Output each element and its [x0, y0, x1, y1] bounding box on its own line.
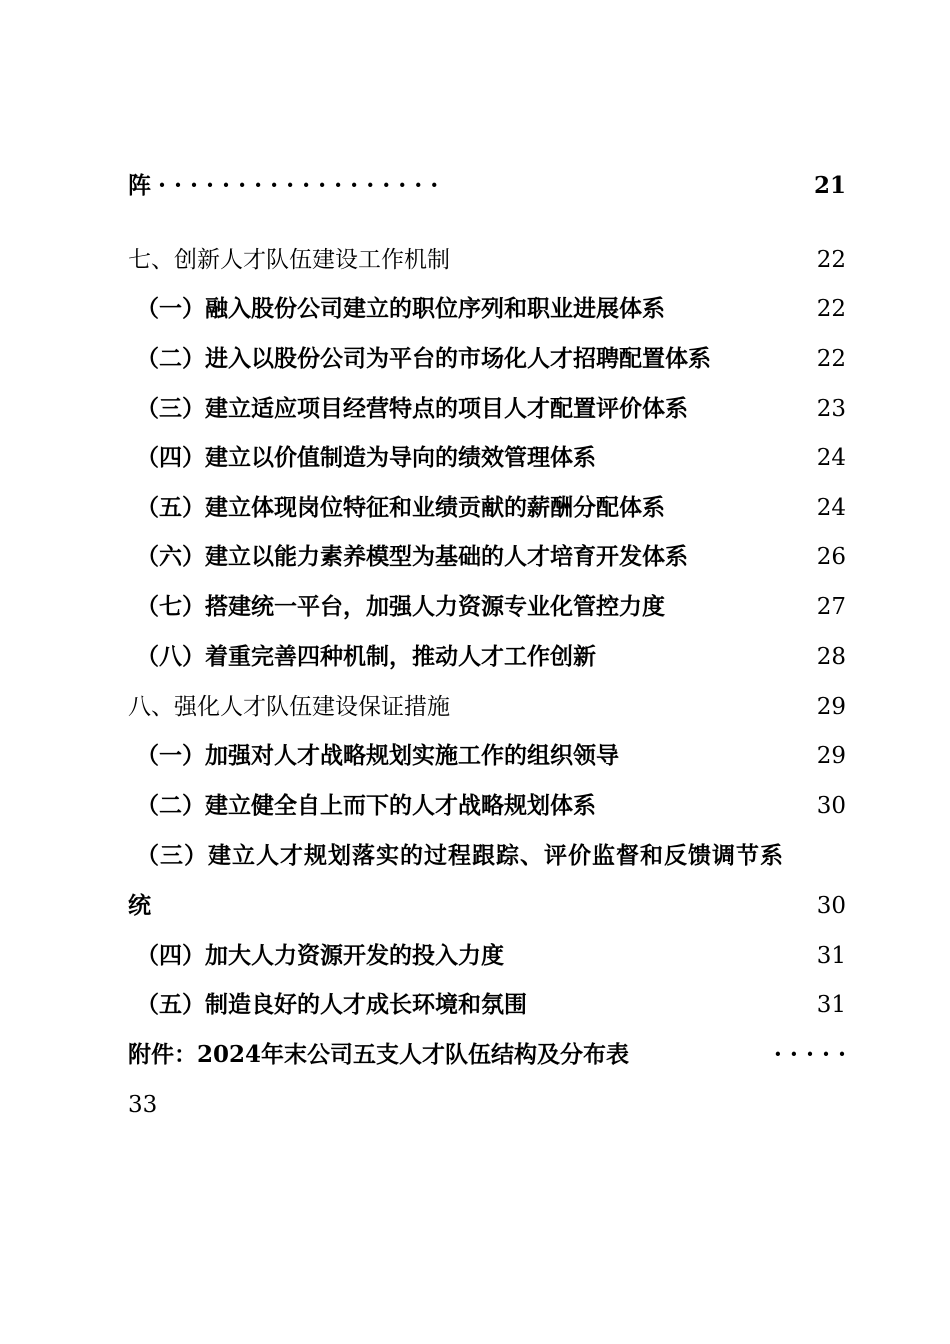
- toc-section-8[interactable]: [128, 687, 846, 727]
- toc-entry[interactable]: [128, 836, 846, 876]
- toc-entry[interactable]: [128, 537, 846, 577]
- toc-entry[interactable]: [128, 736, 846, 776]
- toc-appendix[interactable]: [128, 1035, 846, 1075]
- toc-section-title: 八、强化人才队伍建设保证措施: [128, 694, 450, 720]
- toc-entry-title: 统: [128, 892, 151, 919]
- toc-page-number: 33: [128, 1092, 158, 1118]
- toc-continuation[interactable]: [128, 166, 846, 206]
- toc-entry[interactable]: [128, 637, 846, 677]
- toc-page-number: 30: [816, 893, 846, 919]
- toc-entry-title: （二）建立健全自上而下的人才战略规划体系: [136, 792, 596, 819]
- toc-entry[interactable]: [128, 339, 846, 379]
- toc-page-number: 22: [816, 247, 846, 273]
- toc-entry-title: （三）建立人才规划落实的过程跟踪、评价监督和反馈调节系: [136, 842, 784, 869]
- toc-page-number: 31: [816, 943, 846, 969]
- toc-page-number: 26: [816, 544, 846, 570]
- toc-page-number: 24: [816, 445, 846, 471]
- toc-section-title: 七、创新人才队伍建设工作机制: [128, 247, 450, 273]
- toc-page-number: 28: [816, 644, 846, 670]
- toc-leader-dots: · · · · · · · · · · · · · · · · · ·: [158, 172, 439, 199]
- toc-entry-title: （二）进入以股份公司为平台的市场化人才招聘配置体系: [136, 345, 711, 372]
- toc-page-number: 29: [816, 743, 846, 769]
- toc-leader-dots: · · · · ·: [773, 1041, 846, 1068]
- toc-entry-title: 附件：2024年末公司五支人才队伍结构及分布表: [128, 1041, 630, 1068]
- toc-entry[interactable]: [128, 289, 846, 329]
- toc-entry[interactable]: [128, 786, 846, 826]
- toc-page-number: 24: [816, 495, 846, 521]
- toc-entry-title: （一）加强对人才战略规划实施工作的组织领导: [136, 742, 619, 769]
- toc-entry-title: （三）建立适应项目经营特点的项目人才配置评价体系: [136, 395, 688, 422]
- toc-entry-title: 阵: [128, 172, 151, 199]
- toc-page-number: 21: [813, 172, 846, 199]
- toc-appendix-page[interactable]: [128, 1085, 846, 1125]
- toc-entry-title: （四）加大人力资源开发的投入力度: [136, 942, 504, 969]
- toc-entry-continued[interactable]: [128, 886, 846, 926]
- toc-entry-title: （五）制造良好的人才成长环境和氛围: [136, 991, 527, 1018]
- toc-page-number: 29: [816, 694, 846, 720]
- toc-entry[interactable]: [128, 985, 846, 1025]
- toc-page-number: 22: [816, 296, 846, 322]
- toc-section-7[interactable]: [128, 240, 846, 280]
- toc-entry[interactable]: [128, 587, 846, 627]
- toc-entry-title: （七）搭建统一平台，加强人力资源专业化管控力度: [136, 593, 665, 620]
- toc-entry-title: （一）融入股份公司建立的职位序列和职业进展体系: [136, 295, 665, 322]
- toc-entry[interactable]: [128, 438, 846, 478]
- toc-entry[interactable]: [128, 488, 846, 528]
- toc-entry-title: （八）着重完善四种机制，推动人才工作创新: [136, 643, 596, 670]
- toc-entry-title: （五）建立体现岗位特征和业绩贡献的薪酬分配体系: [136, 494, 665, 521]
- toc-entry-title: （四）建立以价值制造为导向的绩效管理体系: [136, 444, 596, 471]
- toc-entry[interactable]: [128, 936, 846, 976]
- toc-page-number: 23: [816, 396, 846, 422]
- toc-page-number: 27: [816, 594, 846, 620]
- toc-page-number: 30: [816, 793, 846, 819]
- toc-page-number: 31: [816, 992, 846, 1018]
- toc-entry-title: （六）建立以能力素养模型为基础的人才培育开发体系: [136, 543, 688, 570]
- toc-entry[interactable]: [128, 389, 846, 429]
- toc-page-number: 22: [816, 346, 846, 372]
